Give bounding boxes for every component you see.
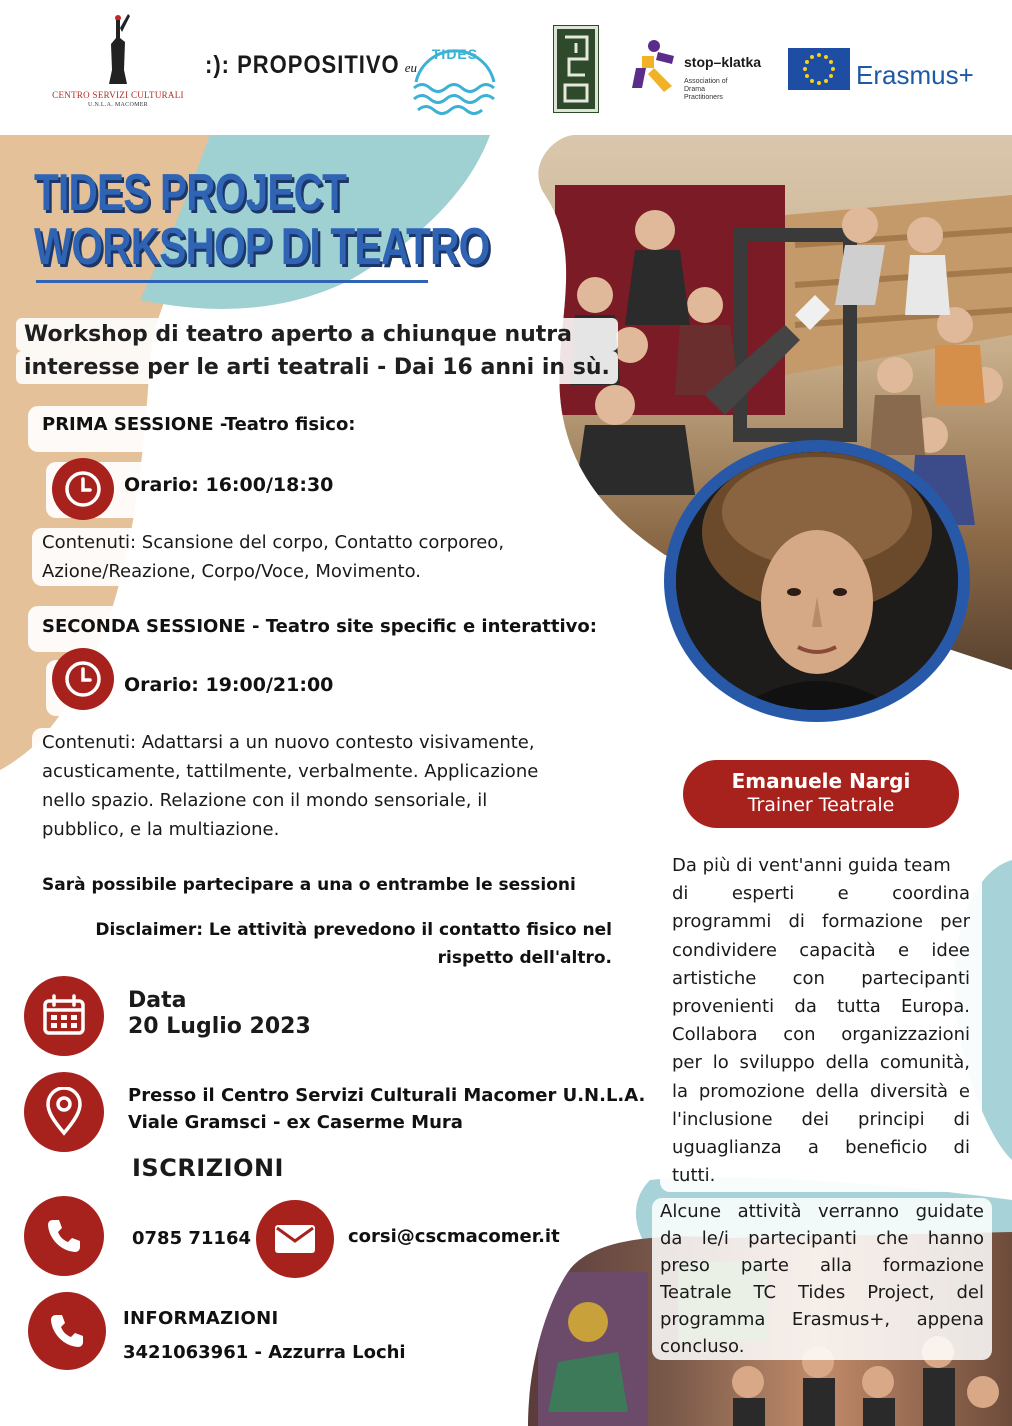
bio-line-6: provenienti da tutta Europa. [672,996,970,1018]
disclaimer-line-2: rispetto dell'altro. [437,948,612,968]
iscrizioni-heading: ISCRIZIONI [132,1154,284,1182]
erasmus-text: Erasmus+ [856,60,974,90]
session1-content-line-2: Azione/Reazione, Corpo/Voce, Movimento. [42,561,422,582]
info-value[interactable]: 3421063961 - Azzurra Lochi [123,1342,406,1363]
subtitle-line-2: interesse per le arti teatrali - Dai 16 anni in sù. [16,351,618,384]
eu-flag-icon [788,48,850,90]
trainer-bio [660,850,982,1192]
info-phone-circle[interactable] [28,1292,106,1370]
both-sessions-note: Sarà possibile partecipare a una o entrambe le sessioni [32,866,626,908]
disclaimer [40,916,612,972]
note-line-4: Teatrale TC Tides Project, del [660,1282,984,1303]
calendar-icon [41,993,87,1039]
location-circle [24,1072,104,1152]
location-pin-icon [42,1087,86,1137]
note-line-6: concluso. [660,1336,745,1357]
clock-icon [63,469,103,509]
location [128,1082,645,1136]
stop-klatka-sub: Association of Drama Practitioners [684,78,728,101]
session1-time: Orario: 16:00/18:30 [124,474,334,496]
phone-icon [47,1311,87,1351]
phone-number[interactable]: 0785 71164 [132,1228,251,1249]
note-line-5: programma Erasmus+, appena [660,1309,984,1330]
date-value: 20 Luglio 2023 [128,1014,311,1039]
bio-line-7: Collabora con organizzazioni [672,1024,970,1046]
session2-content-line-3: nello spazio. Relazione con il mondo sensoriale, il [42,790,488,811]
session1-heading: PRIMA SESSIONE -Teatro fisico: [28,406,400,452]
bio-line-9: la promozione della diversità e [672,1080,970,1102]
propositivo-text: :): PROPOSITIVO [205,50,400,79]
page-title [34,166,618,274]
stop-klatka-icon [632,38,678,94]
bio-line-3: programmi di formazione per [672,911,970,933]
info-heading: INFORMAZIONI [123,1308,279,1329]
session2-heading: SECONDA SESSIONE - Teatro site specific e interattivo: [28,606,648,652]
teatro-logo [554,26,598,112]
tides-logo [408,22,502,122]
session2-content-line-1: Contenuti: Adattarsi a un nuovo contesto visivamente, [42,732,535,753]
clock-icon [63,659,103,699]
bio-line-2: di esperti e coordina [672,883,970,905]
session2-time: Orario: 19:00/21:00 [124,674,334,696]
date-label: Data [128,988,187,1013]
subtitle-line-1: Workshop di teatro aperto a chiunque nutra [16,318,618,351]
statue-icon [98,10,138,88]
session1-content-line-1: Contenuti: Scansione del corpo, Contatto corporeo, [42,532,505,553]
waves-icon [408,22,502,122]
stop-klatka-logo [632,38,782,108]
trainer-face [676,452,958,710]
bio-line-1: Da più di vent'anni guida team [672,855,951,876]
trainer-name: Emanuele Nargi [731,769,911,793]
session2-content [32,728,612,844]
note-line-2: da le/i partecipanti che hanno [660,1228,984,1249]
trainer-note [652,1198,992,1360]
title-line-1: TIDES PROJECT [34,164,347,222]
trainer-portrait [664,440,970,722]
session2-clock [52,648,114,710]
csc-logo [48,10,188,120]
session1-content [32,528,588,586]
date-circle [24,976,104,1056]
email-address[interactable]: corsi@cscmacomer.it [348,1226,560,1247]
subtitle [16,318,618,384]
stop-klatka-name: stop–klatka [684,54,762,70]
bio-line-8: per lo sviluppo della comunità, [672,1052,970,1074]
session2-content-line-2: acusticamente, tattilmente, verbalmente. Applicazione [42,761,539,782]
email-circle[interactable] [256,1200,334,1278]
erasmus-logo [788,48,998,92]
note-line-3: preso parte alla formazione [660,1255,984,1276]
bio-line-5: artistiche con partecipanti [672,967,970,989]
note-line-1: Alcune attività verranno guidate [660,1201,984,1222]
phone-icon [44,1216,84,1256]
trainer-role: Trainer Teatrale [747,794,895,816]
disclaimer-line-1: Disclaimer: Le attività prevedono il contatto fisico nel [95,920,612,940]
title-line-2: WORKSHOP DI TEATRO [34,218,490,276]
title-underline [36,280,428,283]
bio-line-4: condividere capacità e idee [672,939,970,961]
bio-line-12: tutti. [672,1165,716,1187]
session2-content-line-4: pubblico, e la multiazione. [42,819,280,840]
tides-logo-text: TIDES [431,46,479,62]
location-line-2: Viale Gramsci - ex Caserme Mura [128,1112,463,1133]
bio-line-10: l'inclusione dei principi di [672,1108,970,1130]
csc-sub: U.N.L.A. MACOMER [88,102,148,108]
logo-bar [0,0,1012,135]
propositivo-suffix: eu [404,60,418,75]
csc-name: CENTRO SERVIZI CULTURALI [52,90,184,100]
mail-icon [272,1222,318,1256]
location-line-1: Presso il Centro Servizi Culturali Macomer U.N.L.A. [128,1085,646,1106]
trainer-badge [683,760,959,828]
phone-circle[interactable] [24,1196,104,1276]
propositivo-logo [205,52,417,78]
maze-icon [557,29,595,109]
bio-line-11: uguaglianza a beneficio di [672,1137,970,1159]
session1-clock [52,458,114,520]
